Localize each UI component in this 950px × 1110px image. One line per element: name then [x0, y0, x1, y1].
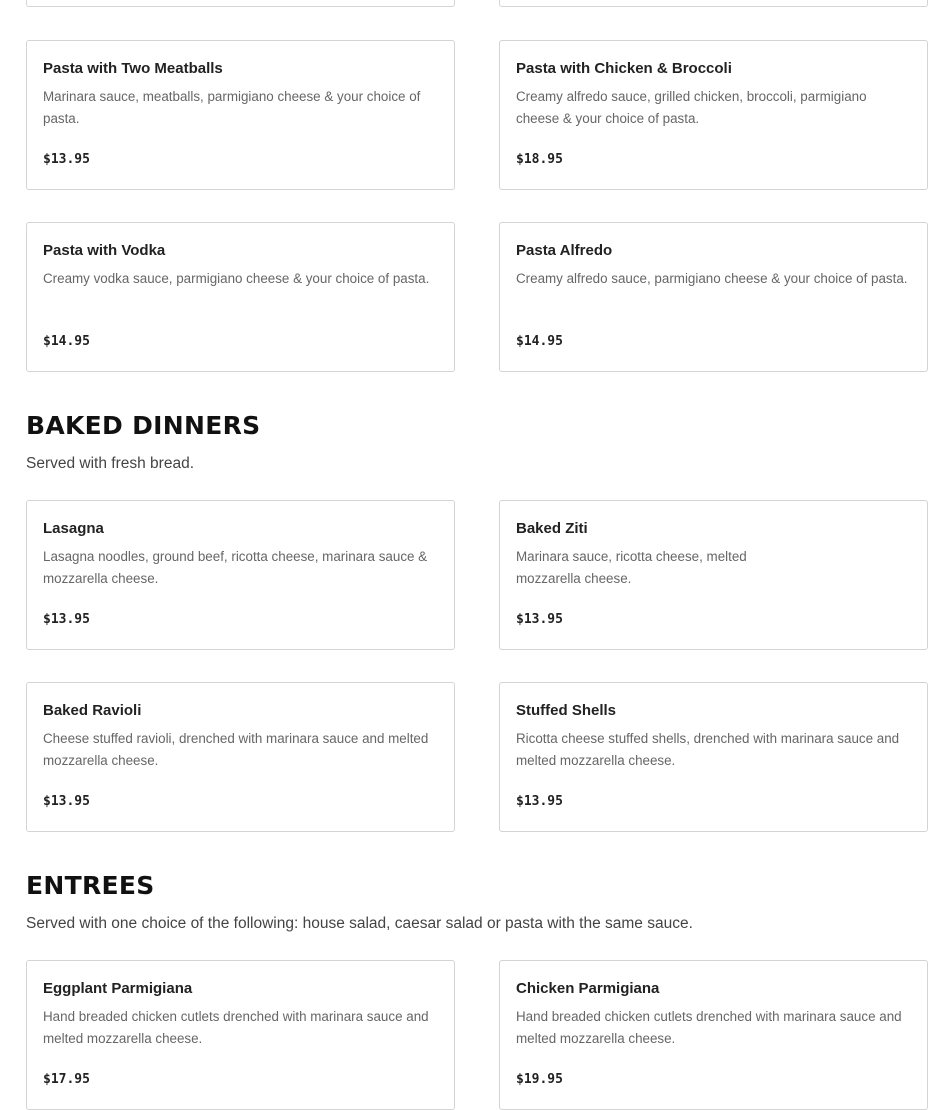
- menu-item-card[interactable]: [499, 682, 928, 832]
- menu-item-price: $19.95: [516, 1072, 563, 1087]
- menu-item-price: $13.95: [43, 794, 90, 809]
- menu-item-description: Hand breaded chicken cutlets drenched with marinara sauce and melted mozzarella cheese.: [516, 1009, 902, 1046]
- menu-item-card[interactable]: [499, 960, 928, 1110]
- menu-item-name: Chicken Parmigiana: [516, 980, 660, 997]
- menu-item-price: $13.95: [43, 152, 90, 167]
- menu-item-name: Baked Ziti: [516, 520, 588, 537]
- menu-item-price: $17.95: [43, 1072, 90, 1087]
- menu-item-description: Ricotta cheese stuffed shells, drenched with marinara sauce and melted mozzarella cheese.: [516, 731, 900, 768]
- menu-item-description: Cheese stuffed ravioli, drenched with marinara sauce and melted mozzarella cheese.: [43, 731, 429, 768]
- menu-item-card[interactable]: [26, 500, 455, 650]
- menu-item-card[interactable]: [26, 682, 455, 832]
- menu-item-description: Marinara sauce, meatballs, parmigiano cheese & your choice of pasta.: [43, 89, 421, 126]
- menu-item-card[interactable]: [26, 222, 455, 372]
- menu-item-price: $13.95: [43, 612, 90, 627]
- menu-item-description: Creamy vodka sauce, parmigiano cheese & your choice of pasta.: [43, 271, 430, 286]
- menu-item-name: Pasta Alfredo: [516, 242, 613, 259]
- menu-item-card[interactable]: [26, 40, 455, 190]
- menu-item-name: Baked Ravioli: [43, 702, 142, 719]
- menu-item-name: Stuffed Shells: [516, 702, 617, 719]
- menu-item-card[interactable]: [26, 0, 455, 7]
- menu-item-card[interactable]: [26, 960, 455, 1110]
- menu-item-description: Marinara sauce, ricotta cheese, melted mozzarella cheese.: [516, 549, 747, 586]
- menu-item-description: Creamy alfredo sauce, grilled chicken, broccoli, parmigiano cheese & your choice of pasta.: [516, 89, 867, 126]
- section-subtitle-entrees: Served with one choice of the following: house salad, caesar salad or pasta with the same sauce.: [26, 915, 693, 932]
- menu-item-card[interactable]: [499, 0, 928, 7]
- menu-item-price: $14.95: [516, 334, 563, 349]
- section-title-baked-dinners: BAKED DINNERS: [26, 411, 261, 440]
- menu-item-price: $13.95: [516, 794, 563, 809]
- section-subtitle-baked-dinners: Served with fresh bread.: [26, 455, 195, 472]
- menu-item-description: Creamy alfredo sauce, parmigiano cheese & your choice of pasta.: [516, 271, 908, 286]
- menu-item-card[interactable]: [499, 500, 928, 650]
- menu-item-description: Hand breaded chicken cutlets drenched with marinara sauce and melted mozzarella cheese.: [43, 1009, 429, 1046]
- menu-item-description: Lasagna noodles, ground beef, ricotta cheese, marinara sauce & mozzarella cheese.: [43, 549, 428, 586]
- menu-item-price: $14.95: [43, 334, 90, 349]
- menu-item-name: Pasta with Two Meatballs: [43, 60, 223, 77]
- section-title-entrees: ENTREES: [26, 871, 155, 900]
- menu-item-name: Pasta with Chicken & Broccoli: [516, 60, 732, 77]
- menu-item-name: Pasta with Vodka: [43, 242, 166, 259]
- menu-item-price: $18.95: [516, 152, 563, 167]
- menu-item-name: Eggplant Parmigiana: [43, 980, 193, 997]
- menu-item-name: Lasagna: [43, 520, 104, 537]
- menu-item-card[interactable]: [499, 222, 928, 372]
- menu-item-price: $13.95: [516, 612, 563, 627]
- menu-item-card[interactable]: [499, 40, 928, 190]
